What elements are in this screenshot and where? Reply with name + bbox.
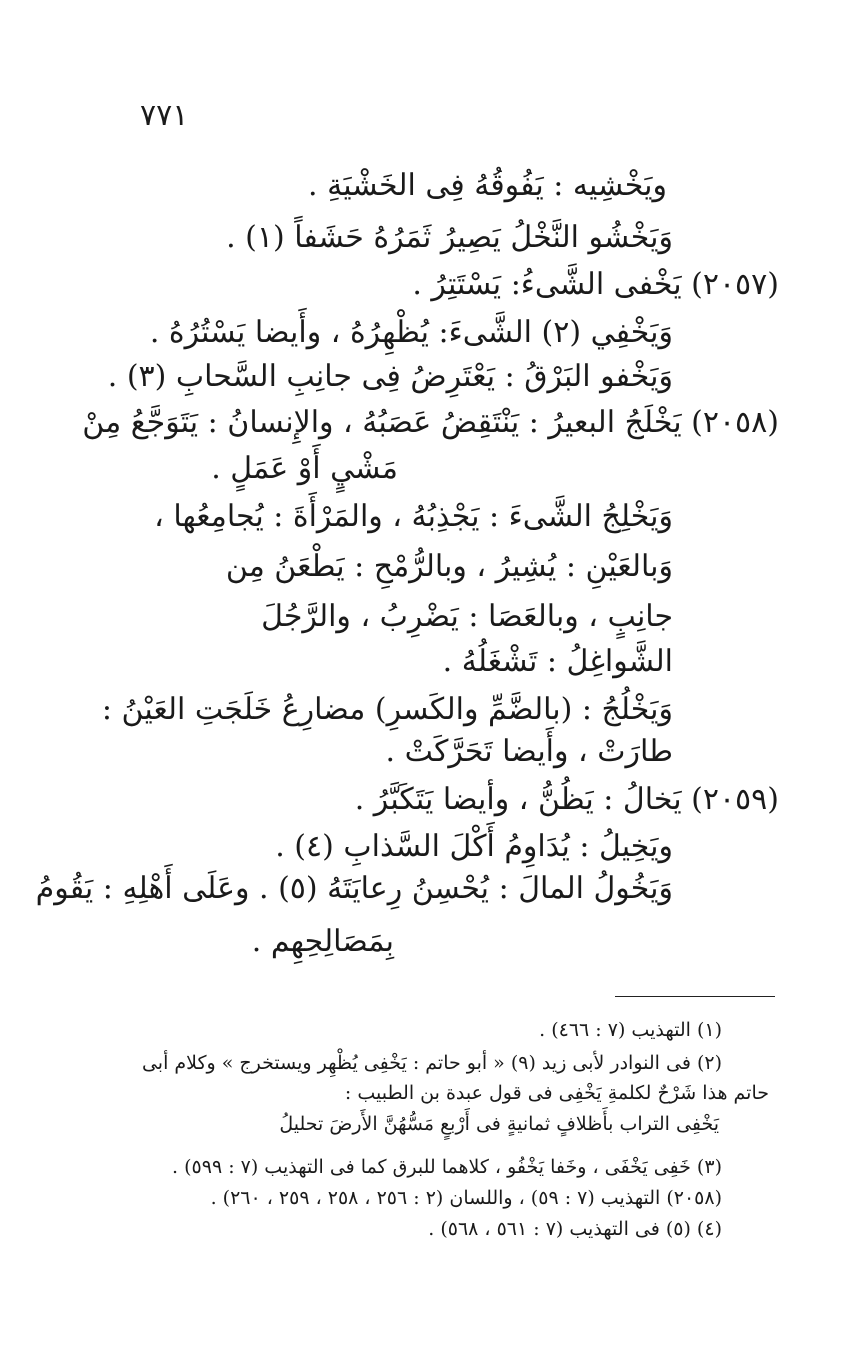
body-line: مَشْيٍ أَوْ عَمَلٍ . <box>211 451 398 486</box>
body-line: جانِبٍ ، وبالعَصَا : يَضْرِبُ ، والرَّجُلَ <box>261 599 673 634</box>
body-line: طارَتْ ، وأَيضا تَحَرَّكَتْ . <box>385 734 673 769</box>
body-line: (٢٠٥٨) يَخْلَجُ البعيرُ : يَنْتَقِضُ عَصَبُهُ ، والإِنسانُ : يَتَوَجَّعُ مِنْ <box>82 405 779 440</box>
body-line: ويَخِيلُ : يُدَاوِمُ أَكْلَ السَّذابِ (٤) . <box>275 829 673 864</box>
body-line: بِمَصَالِحِهِم . <box>251 924 394 959</box>
body-line: وَيَخْفِي (٢) الشَّىءَ: يُظْهِرُهُ ، وأَيضا يَسْتُرُهُ . <box>149 315 673 350</box>
body-line: وَيَخْشُو النَّخْلُ يَصِيرُ ثَمَرُهُ حَشَفاً (١) . <box>226 220 673 255</box>
body-line: (٢٠٥٩) يَخالُ : يَظُنُّ ، وأيضا يَتَكَبَّرُ . <box>354 782 779 817</box>
footnote-line: يَخْفِى التراب بأَظلافٍ ثمانيةٍ فى أَرْبعٍ مَسُّهُنَّ الأَرضَ تحليلُ <box>279 1113 719 1135</box>
footnote-line: (٢) فى النوادر لأبى زيد (٩) « أبو حاتم : يَخْفِى يُظْهِر ويستخرج » وكلام أبى <box>141 1052 722 1074</box>
body-line: وَيَخْفو البَرْقُ : يَعْتَرِضُ فِى جانِبِ السَّحابِ (٣) . <box>107 359 673 394</box>
body-line: ويَخْشِيه : يَفُوقُهُ فِى الخَشْيَةِ . <box>308 168 667 203</box>
footnote-line: (٤) (٥) فى التهذيب (٧ : ٥٦١ ، ٥٦٨) . <box>428 1218 722 1240</box>
body-line: وَبالعَيْنِ : يُشِيرُ ، وبالرُّمْحِ : يَطْعَنُ مِن <box>225 549 673 584</box>
body-line: وَيَخْلِجُ الشَّىءَ : يَجْذِبُهُ ، والمَرْأَةَ : يُجامِعُها ، <box>154 499 673 534</box>
body-line: (٢٠٥٧) يَخْفى الشَّىءُ: يَسْتَتِرُ . <box>412 267 779 302</box>
page-number: ٧٧١ <box>140 98 189 133</box>
footnote-line: حاتم هذا شَرْحٌ لكلمةِ يَخْفِى فى قول عبدة بن الطبيب : <box>344 1082 769 1104</box>
footnote-line: (١) التهذيب (٧ : ٤٦٦) . <box>539 1019 722 1041</box>
footnote-separator <box>615 996 775 997</box>
footnote-line: (٢٠٥٨) التهذيب (٧ : ٥٩) ، واللسان (٢ : ٢٥٦ ، ٢٥٨ ، ٢٥٩ ، ٢٦٠) . <box>210 1187 722 1209</box>
footnote-line: (٣) خَفِى يَخْفَى ، وخَفا يَخْفُو ، كلاهما للبرق كما فى التهذيب (٧ : ٥٩٩) . <box>172 1156 722 1178</box>
body-line: وَيَخُولُ المالَ : يُحْسِنُ رِعايَتَهُ (٥) . وعَلَى أَهْلِهِ : يَقُومُ <box>35 871 673 906</box>
body-line: الشَّواغِلُ : تَشْغَلُهُ . <box>442 644 673 679</box>
body-line: وَيَخْلُجُ : (بالضَّمِّ والكَسرِ) مضارِعُ خَلَجَتِ العَيْنُ : <box>101 692 673 727</box>
